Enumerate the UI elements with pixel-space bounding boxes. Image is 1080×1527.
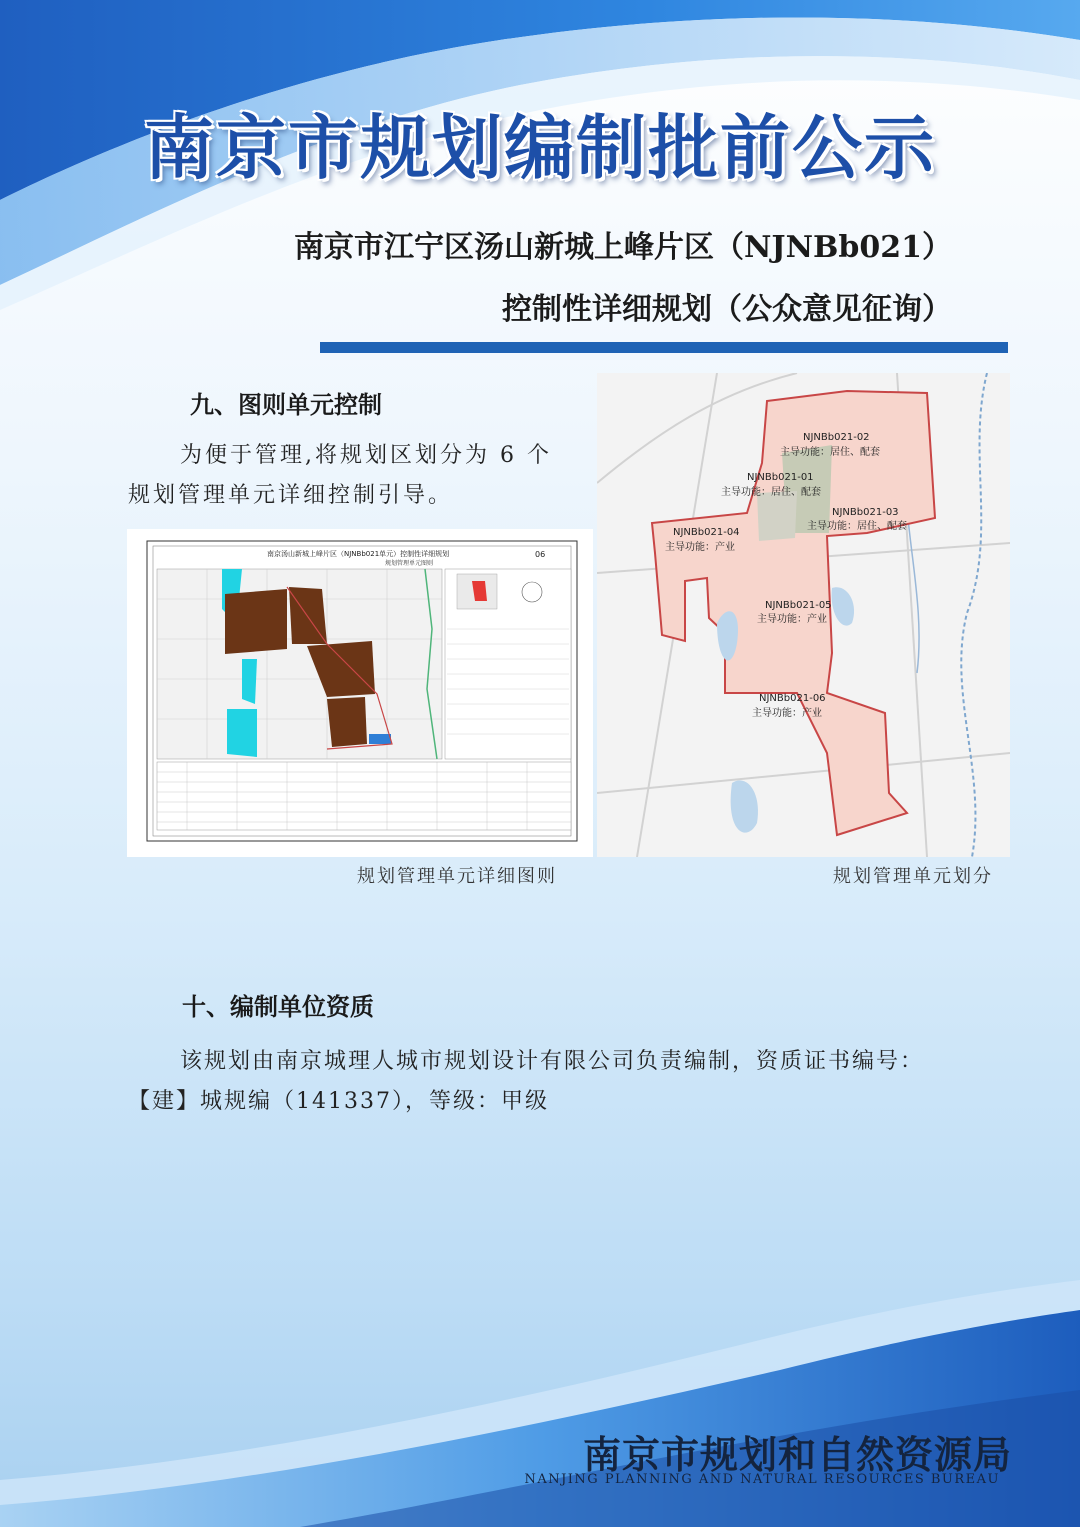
unit-02-function: 主导功能：居住、配套 bbox=[780, 447, 880, 458]
section10-para-line1: 该规划由南京城理人城市规划设计有限公司负责编制，资质证书编号： bbox=[180, 1049, 925, 1074]
section9-para-line1: 为便于管理,将规划区划分为 6 个 bbox=[180, 443, 552, 468]
section10-heading: 十、编制单位资质 bbox=[182, 993, 374, 1021]
main-title: 南京市规划编制批前公示 bbox=[144, 106, 936, 189]
unit-04-function: 主导功能：产业 bbox=[665, 542, 735, 553]
footer-wave-decoration bbox=[0, 1280, 1080, 1527]
section9-heading: 九、图则单元控制 bbox=[190, 391, 382, 419]
title-divider bbox=[320, 342, 1008, 353]
section10-para-line2: 【建】城规编（141337），等级：甲级 bbox=[128, 1089, 549, 1114]
plan-sheet-number: 06 bbox=[535, 550, 546, 559]
unit-05-function: 主导功能：产业 bbox=[757, 614, 827, 625]
plan-title-line1: 南京市江宁区汤山新城上峰片区（NJNBb021） bbox=[294, 230, 952, 265]
unit-02-code: NJNBb021-02 bbox=[803, 432, 870, 443]
plan-plot-1 bbox=[225, 589, 287, 654]
unit-detail-plan-image bbox=[127, 529, 593, 857]
unit-division-map-image bbox=[597, 373, 1010, 857]
bureau-name: 南京市规划和自然资源局 bbox=[582, 1432, 1012, 1477]
plan-plot-4 bbox=[327, 697, 367, 747]
unit-01-code: NJNBb021-01 bbox=[747, 472, 814, 483]
unit-division-map-drawing bbox=[597, 373, 1010, 857]
unit-detail-plan-drawing bbox=[127, 529, 593, 857]
unit-03-function: 主导功能：居住、配套 bbox=[807, 521, 907, 532]
plan-sheet-subtitle: 规划管理单元图则 bbox=[385, 560, 434, 567]
unit-03-code: NJNBb021-03 bbox=[832, 507, 899, 518]
plan-sheet-title: 南京汤山新城上峰片区（NJNBb021单元）控制性详细规划 bbox=[267, 550, 450, 558]
unit-01-function: 主导功能：居住、配套 bbox=[721, 487, 821, 498]
unit-06-function: 主导功能：产业 bbox=[752, 708, 822, 719]
unit-04-code: NJNBb021-04 bbox=[673, 527, 740, 538]
unit-05-code: NJNBb021-05 bbox=[765, 600, 832, 611]
plan-title-line2: 控制性详细规划（公众意见征询） bbox=[502, 292, 952, 327]
bureau-name-english: NANJING PLANNING AND NATURAL RESOURCES BUREAU bbox=[524, 1472, 1000, 1487]
unit-06-code: NJNBb021-06 bbox=[759, 693, 826, 704]
section9-para-line2: 规划管理单元详细控制引导。 bbox=[128, 483, 454, 508]
caption-unit-detail-plan: 规划管理单元详细图则 bbox=[357, 866, 557, 887]
caption-unit-division: 规划管理单元划分 bbox=[833, 866, 993, 887]
